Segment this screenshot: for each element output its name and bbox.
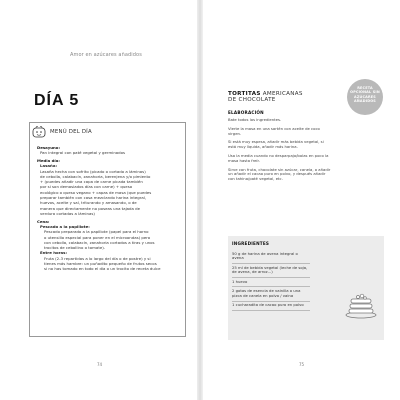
elaboracion-step: Bate todos los ingredientes. bbox=[228, 117, 282, 122]
page-number-left: 74 bbox=[97, 362, 103, 367]
elaboracion-step: Sirve con fruta, chocolate sin azúcar, canela, o añadir un añadir el cacao puro en polvo, y después añadir con tahina/paté vegetal, etc. bbox=[228, 166, 331, 182]
elaboracion-steps bbox=[228, 118, 332, 186]
ingredient-item: 2 gotas de esencia de vainilla o una pizca de canela en polvo / vaina bbox=[232, 287, 310, 301]
menu-text-line: manera que directamente no poseas una tajada de bbox=[40, 205, 141, 211]
menu-text-line: preparar también con casa mezclando harina integral, bbox=[40, 195, 147, 201]
menu-text-line: o utensilio especial para poner en el microondas) pero bbox=[44, 234, 151, 240]
ingredient-item: 25 ml de bebida vegetal (leche de soja, de avena, de arroz...) bbox=[232, 264, 310, 278]
menu-subheading: Pescado a la papillote: bbox=[40, 223, 90, 229]
menu-section-heading: Cena: bbox=[37, 218, 50, 224]
menu-text-line: + (puedes añadir una capa de carne picada también bbox=[40, 179, 143, 185]
ingredient-item: 50 g de harina de avena integral o avena bbox=[232, 250, 310, 264]
ingredient-item: 1 cucharadita de cacao puro en polvo bbox=[232, 302, 310, 311]
ingredients-list bbox=[232, 250, 310, 311]
pancake-stack-icon bbox=[344, 288, 378, 322]
menu-text-line: si no has tomado en todo el día o un trocito de receta dulce bbox=[44, 266, 161, 272]
ingredient-item: 1 huevo bbox=[232, 278, 310, 287]
ingredients-box bbox=[228, 236, 384, 340]
recipe-title-main: TORTITAS bbox=[228, 91, 261, 97]
elaboracion-heading: ELABORACIÓN bbox=[228, 110, 264, 115]
recipe-title-main-suffix: AMERICANAS bbox=[260, 91, 303, 97]
elaboracion-step: Usa la media cuando no desparpajo/bolas en poco la masa hasta freír. bbox=[228, 152, 329, 163]
badge-text: RECETA OPCIONAL SIN AZÚCARES AÑADIDOS bbox=[350, 86, 380, 104]
menu-text-line: de cebolla, calabacín, zanahoria, berenjena y/o pimiento bbox=[40, 173, 151, 179]
optional-recipe-badge bbox=[347, 79, 383, 115]
menu-text-line: Lasaña hecha con sofrito (picado o cortado a láminas) bbox=[40, 168, 146, 174]
menu-text-line: ecológico o queso vegano + capas de masa (que puedes bbox=[40, 189, 152, 195]
cooking-pot-icon bbox=[32, 125, 46, 139]
menu-subheading: Lasaña: bbox=[40, 163, 57, 169]
menu-text-line: Pescado preparado a la papillote (papel para el horno bbox=[44, 229, 149, 235]
ingredients-heading: INGREDIENTES bbox=[232, 241, 270, 246]
menu-text-line: huevos, aceite y sal, triturando y amasando, o de bbox=[40, 200, 137, 206]
right-page bbox=[203, 0, 400, 400]
elaboracion-step: Si está muy espesa, añadir más bebida vegetal, si está muy líquida, añadir más harina. bbox=[228, 139, 324, 150]
menu-text-line: Fruta (2-3 repartidas a lo largo del día o de postre) y si bbox=[44, 255, 151, 261]
menu-text-line: Pan integral con paté vegetal y germinados bbox=[40, 150, 126, 156]
menu-text-line: trocitos de cebollino o tomate). bbox=[44, 245, 105, 251]
recipe-title-sub: DE CHOCOLATE bbox=[228, 97, 276, 104]
menu-label: MENÚ DEL DÍA bbox=[50, 129, 92, 135]
day-title: DÍA 5 bbox=[34, 92, 80, 109]
menu-box bbox=[29, 122, 186, 337]
running-head: Amor en azúcares añadidos bbox=[70, 52, 142, 58]
menu-text-line: con cebolla, calabacín, zanahoria cortados a tiras y unos bbox=[44, 239, 155, 245]
elaboracion-step: Vierte la masa en una sartén con aceite de coco virgen. bbox=[228, 125, 320, 136]
left-page bbox=[0, 0, 197, 400]
menu-body bbox=[37, 145, 183, 272]
recipe-title bbox=[228, 91, 303, 104]
menu-section-heading: Desayuno: bbox=[37, 145, 60, 150]
menu-section-heading: Media día: bbox=[37, 157, 60, 163]
menu-text-line: verdura cortadas a láminas) bbox=[40, 210, 95, 216]
menu-subheading: Entre horas: bbox=[40, 250, 68, 256]
page-number-right: 75 bbox=[299, 362, 305, 367]
menu-text-line: tienes más hambre: un puñadito pequeño de frutos secos bbox=[44, 261, 157, 267]
menu-text-line: por si son demasiados días con carne) + queso bbox=[40, 184, 133, 190]
